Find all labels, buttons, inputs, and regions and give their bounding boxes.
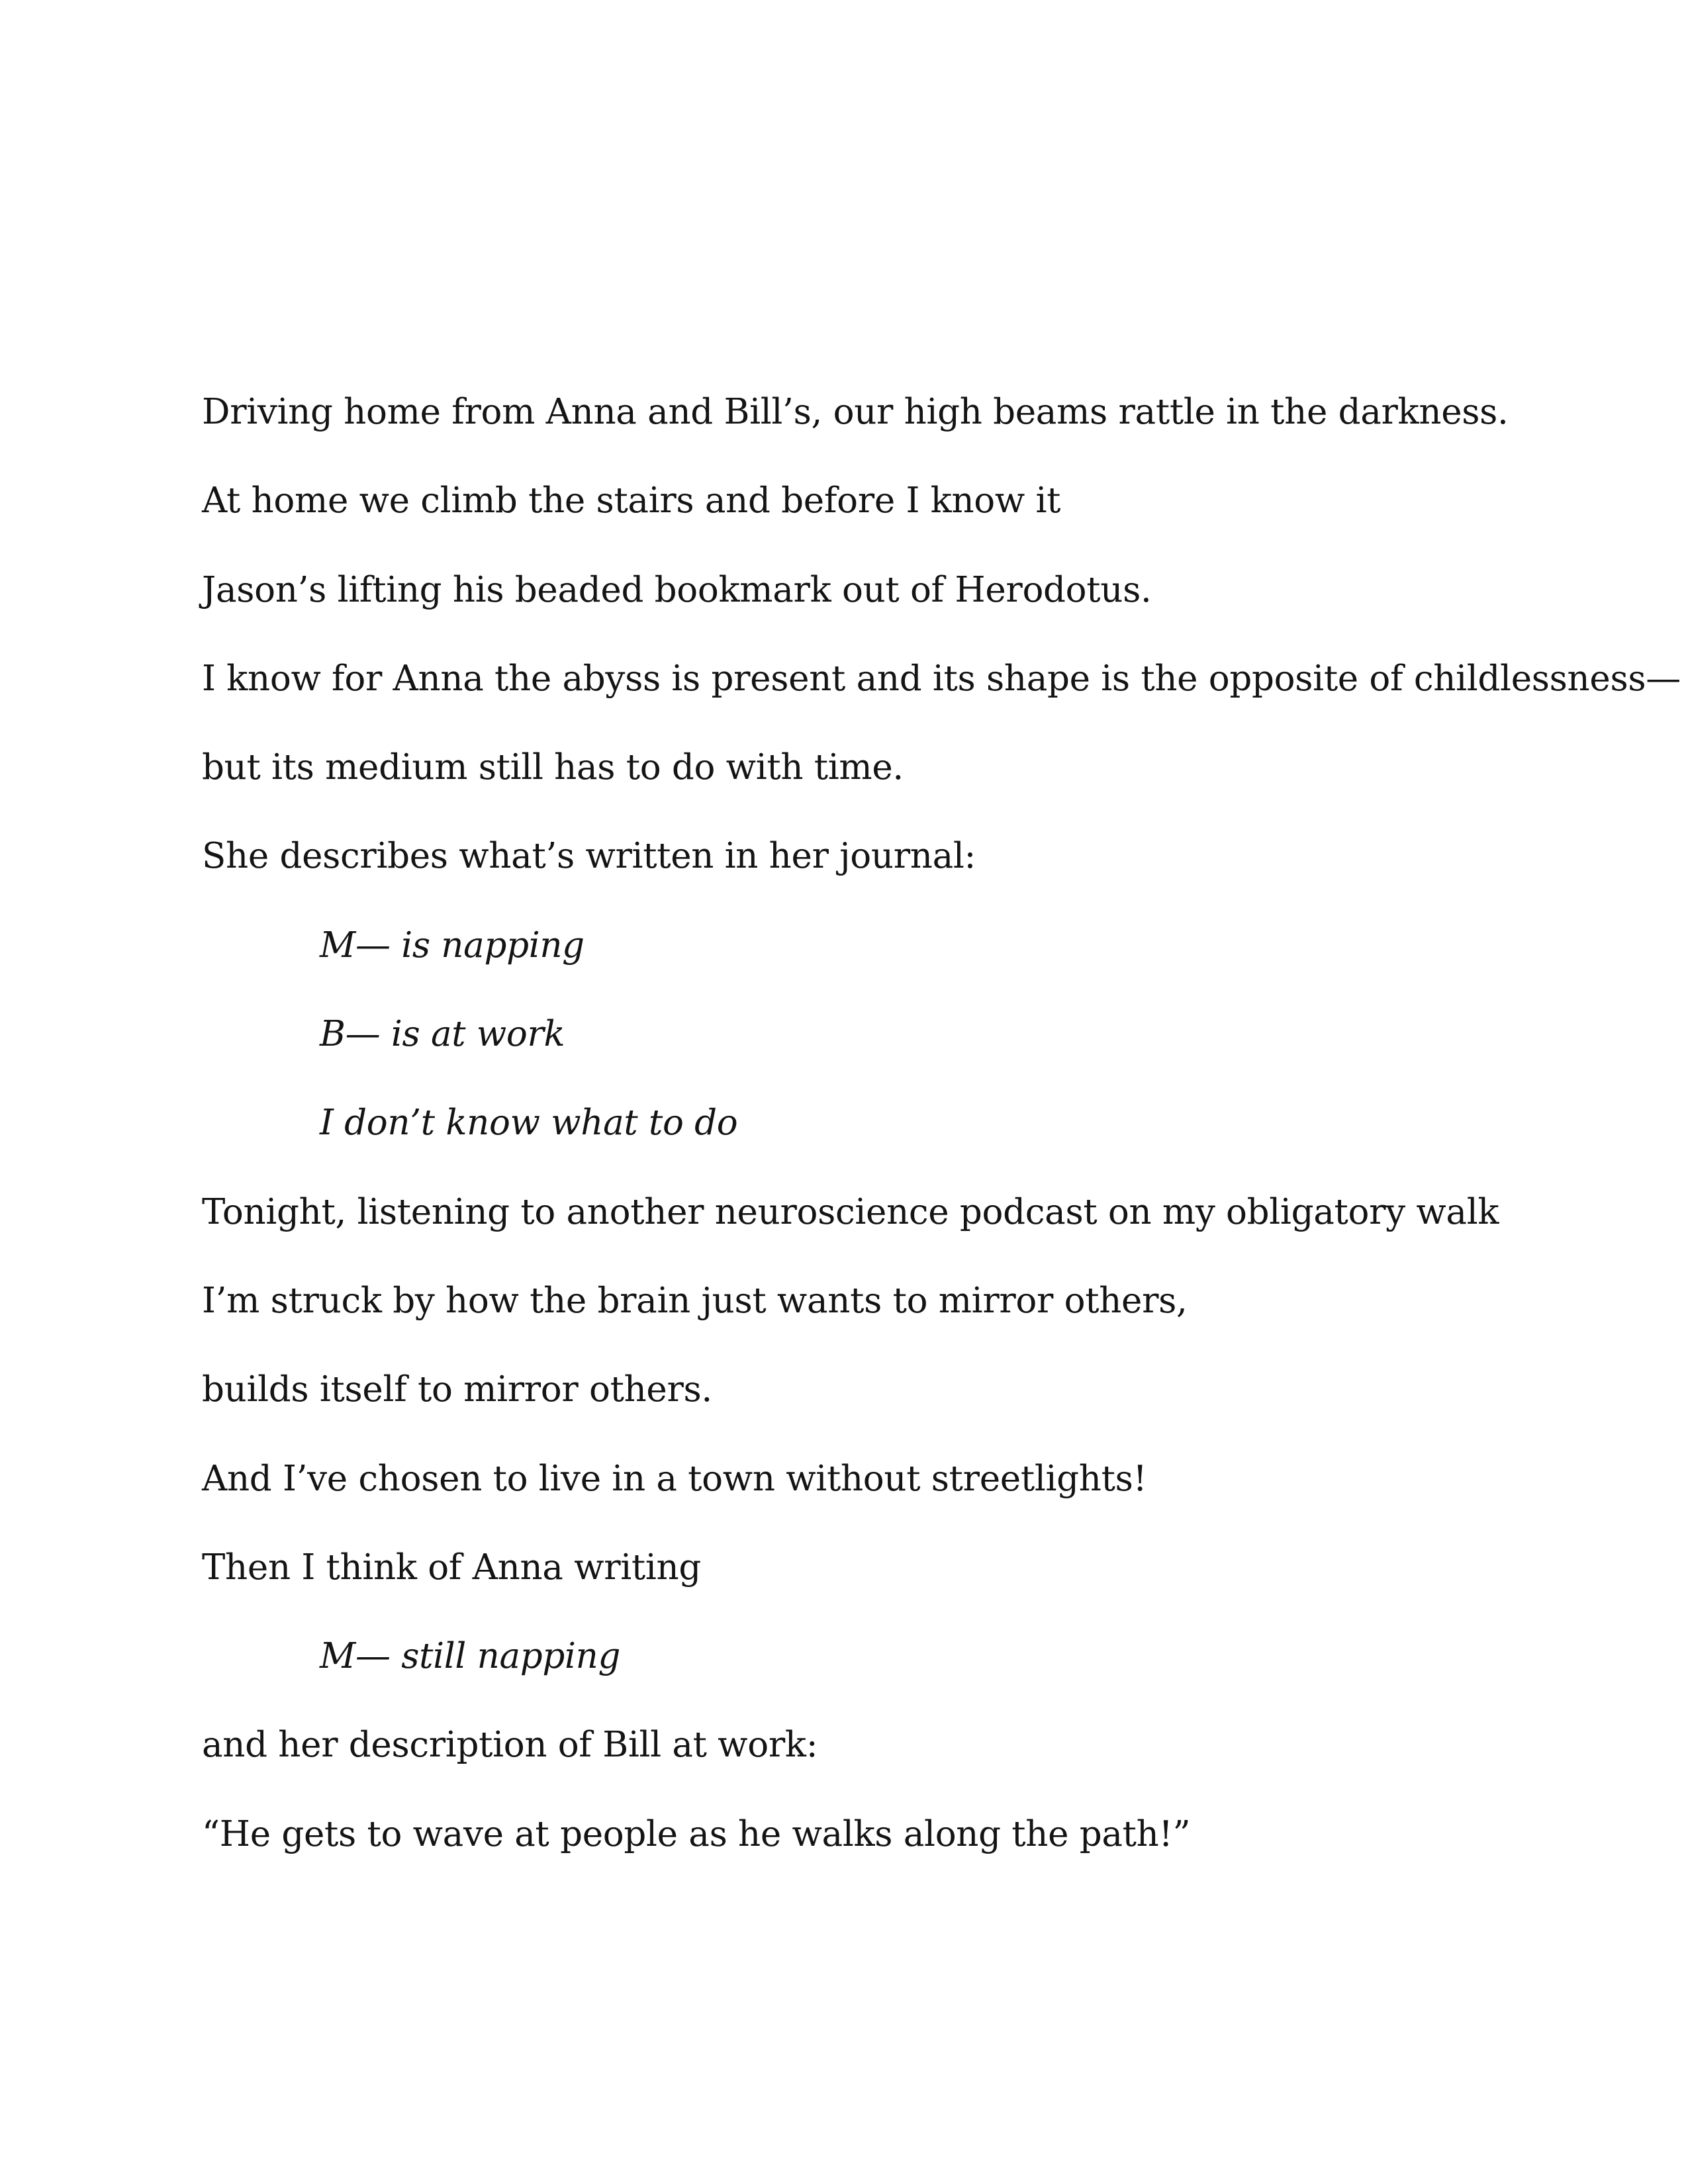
journal-entry-line: I don’t know what to do: [320, 1103, 738, 1144]
poem-line: builds itself to mirror others.: [202, 1369, 712, 1410]
poem-line: and her description of Bill at work:: [202, 1725, 818, 1766]
poem-line: At home we climb the stairs and before I know it: [202, 480, 1061, 522]
poem-line: “He gets to wave at people as he walks along the path!”: [202, 1813, 1191, 1854]
journal-entry-line: M— is napping: [320, 925, 585, 966]
poem-line: Jason’s lifting his beaded bookmark out of Herodotus.: [202, 569, 1152, 610]
poem-line: She describes what’s written in her journal:: [202, 836, 976, 877]
poem-line: Then I think of Anna writing: [202, 1547, 702, 1588]
poem-line: but its medium still has to do with time.: [202, 747, 904, 788]
poem-line: And I’ve chosen to live in a town without streetlights!: [202, 1458, 1147, 1499]
poem-body: [202, 389, 1681, 1900]
poem-line: Tonight, listening to another neuroscience podcast on my obligatory walk: [202, 1191, 1499, 1232]
poem-line: I’m struck by how the brain just wants to mirror others,: [202, 1280, 1188, 1321]
poem-line: I know for Anna the abyss is present and its shape is the opposite of childlessness—: [202, 658, 1681, 699]
poem-line: Driving home from Anna and Bill’s, our high beams rattle in the darkness.: [202, 392, 1509, 432]
journal-entry-line: M— still napping: [320, 1636, 621, 1677]
journal-entry-line: B— is at work: [320, 1014, 565, 1055]
